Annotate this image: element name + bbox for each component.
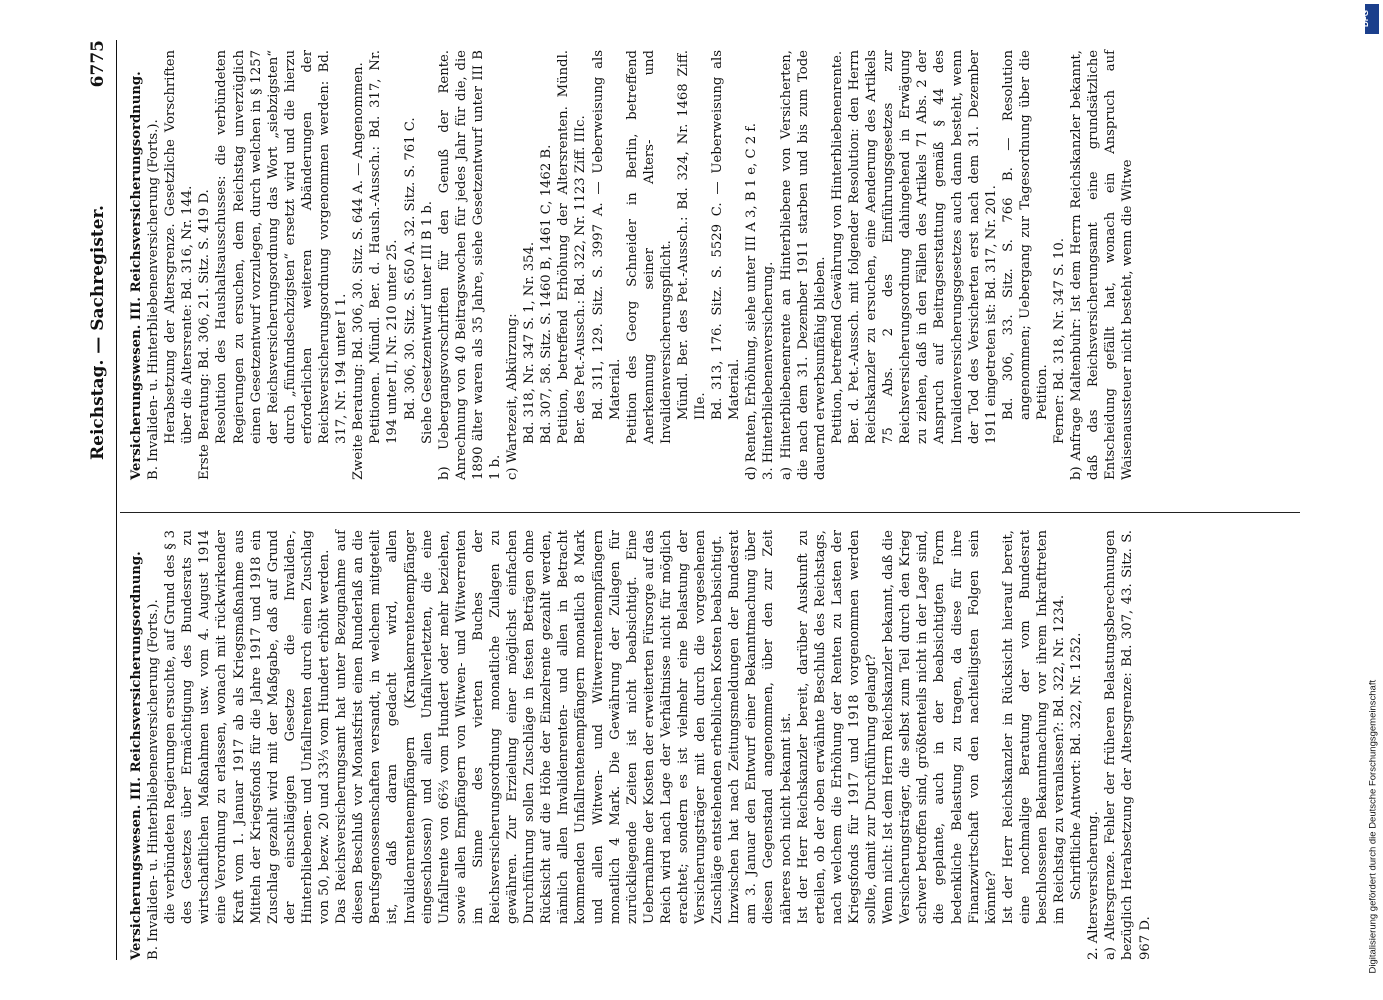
register-entry: B. Invaliden- u. Hinterbliebenenversicherung (Forts.). xyxy=(146,119,162,480)
register-entry: Ist der Herr Reichskanzler bereit, darüber Auskunft zu erteilen, ob der oben erwähnte Beschluß des Reichstags, nach welchem die Erhöhung der Renten zu Lasten der Kriegsfonds für 1917 und 1918 vorgenommen werden sollte, damit zur Durchführung gelangt? xyxy=(795,530,880,924)
register-entry: Ist der Herr Reichskanzler in Rücksicht hierauf bereit, eine nochmalige Beratung der vom Bundesrat beschlossenen Bekanntmachung vor ihrem Inkrafttreten im Reichstag zu veranlassen?: Bd. 322, Nr. 1234. xyxy=(1000,530,1068,924)
register-entry: Bd. 311, 129. Sitz. S. 3997 A. — Ueberweisung als Material. xyxy=(590,50,623,420)
register-entry: 3. Hinterbliebenenversicherung. xyxy=(761,261,777,480)
right-column xyxy=(128,50,1137,480)
register-entry: 2. Altersversicherung. xyxy=(1086,811,1102,960)
page-header xyxy=(80,40,117,960)
rotated-page xyxy=(40,0,1330,1000)
register-entry: b) Anfrage Maltenbuhr: Ist dem Herrn Reichskanzler bekannt, daß das Reichsversicherungsamt eine grundsätzliche Entscheidung gefällt hat, wonach ein Anspruch auf Waisenaussteuer nicht besteht, wenn die Witwe xyxy=(1069,50,1136,480)
register-entry: a) Altersgrenze. Fehler der früheren Belastungsberechnungen bezüglich Herabsetzung der Altersgrenze: Bd. 307, 43. Sitz. S. 967 D. xyxy=(1103,530,1153,960)
register-entry: Mündl. Ber. des Pet.-Aussch.: Bd. 324, Nr. 1468 Ziff. IIIe. xyxy=(676,50,709,420)
register-entry: Bd. 318, Nr. 347 S. 1, Nr. 354. xyxy=(522,241,538,444)
column-divider xyxy=(120,512,1300,513)
register-entry: d) Renten, Erhöhung, siehe unter III A 3, B 1 e, C 2 f. xyxy=(744,123,760,480)
register-entry: die verbündeten Regierungen ersuchte, auf Grund des § 3 des Gesetzes über Ermächtigung des Bundesrats zu wirtschaftlichen Maßnahmen usw. vom 4. August 1914 eine Verordnung zu erlassen, wonach mit rückwirkender Kraft vom 1. Januar 1917 ab als Kriegsmaßnahme aus Mitteln der Kriegsfonds für die Jahre 1917 und 1918 ein Zuschlag gezahlt wird mit der Maßgabe, daß auf Grund der einschlägigen Gesetze die Invaliden-, Hinterbliebenen- und Unfallrenten durch einen Zuschlag von 50, bezw. 20 und 33⅓ vom Hundert erhöht werden. xyxy=(163,530,333,924)
register-entry: Petition des Georg Schneider in Berlin, betreffend Anerkennung seiner Alters- und Invalidenversicherungspflicht. xyxy=(624,50,674,444)
digitization-note-text: Digitalisierung gefördert durch die Deutsche Forschungsgemeinschaft xyxy=(1367,679,1379,974)
register-entry: Petition, betreffend Erhöhung der Altersrenten. Mündl. Ber. des Pet.-Aussch.: Bd. 322, Nr. 1123 Ziff. IIIc. xyxy=(556,50,589,444)
register-entry: Siehe Gesetzentwurf unter III B 1 b. xyxy=(419,201,435,444)
register-entry: Ber. d. Pet.-Aussch. mit folgender Resolution: den Herrn Reichskanzler zu ersuchen, eine Aenderung des Artikels 75 Abs. 2 des Einführungsgesetzes zur Reichsversicherungsordnung dahingehend in Erwägung zu ziehen, daß in den Fällen des Artikels 71 Abs. 2 der Anspruch auf Beitragserstattung gemäß § 44 des Invalidenversicherungsgesetzes auch dann besteht, wenn der Tod des Versicherten erst nach dem 31. Dezember 1911 eingetreten ist: Bd. 317, Nr. 201. xyxy=(846,50,999,444)
register-entry: Versicherungswesen. III. Reichsversicherungsordnung. xyxy=(129,551,144,960)
register-entry: Versicherungswesen. III. Reichsversicherungsordnung. xyxy=(129,71,144,480)
register-entry: Bd. 313, 176. Sitz. S. 5529 C. — Ueberweisung als Material. xyxy=(710,50,743,420)
digitization-note xyxy=(1363,18,1377,982)
register-entry: Das Reichsversicherungsamt hat unter Bezugnahme auf diesen Beschluß vor Monatsfrist einen Runderlaß an die Berufsgenossenschaften versandt, in welchem mitgeteilt ist, daß daran gedacht wird, allen Invalidenrentenempfängern (Krankenrentenempfänger eingeschlossen) und allen Unfallverletzten, die eine Unfallrente von 66⅔ vom Hundert oder mehr beziehen, sowie allen Empfängern von Witwen- und Witwerrenten im Sinne des vierten Buches der Reichsversicherungsordnung monatliche Zulagen zu gewähren. Zur Erzielung einer möglichst einfachen Durchführung sollen Zuschläge in festen Beträgen ohne Rücksicht auf die Höhe der Einzelrente gezahlt werden, nämlich allen Invalidenrenten- und allen in Betracht kommenden Unfallrentenempfängern monatlich 8 Mark und allen Witwen- und Witwerrentenempfängern monatlich 4 Mark. Die Gewährung der Zulagen für zurückliegende Zeiten ist nicht beabsichtigt. Eine Uebernahme der Kosten der erweiterten Fürsorge auf das Reich wird nach Lage der Verhältnisse nicht für möglich erachtet; sondern es ist vielmehr eine Belastung der Versicherungsträger mit den durch die vorgesehenen Zuschläge entstehenden erheblichen Kosten beabsichtigt. xyxy=(334,530,726,924)
register-entry: Herabsetzung der Altersgrenze. Gesetzliche Vorschriften über die Altersrente: Bd. 316, Nr. 144. xyxy=(163,50,196,444)
running-head: Reichstag. — Sachregister. xyxy=(88,205,108,460)
register-entry: c) Wartezeit, Abkürzung: xyxy=(505,313,521,480)
left-column xyxy=(128,530,1154,960)
register-entry: Bd. 306, 30. Sitz. S. 650 A. 32. Sitz. S. 761 C. xyxy=(402,117,418,420)
page-number: 6775 xyxy=(88,40,108,88)
register-entry: Zweite Beratung: Bd. 306, 30. Sitz. S. 644 A. — Angenommen. xyxy=(351,62,367,480)
register-entry: Resolution des Haushaltsausschusses: die verbündeten Regierungen zu ersuchen, dem Reichstag unverzüglich einen Gesetzentwurf vorzulegen, durch welchen in § 1257 der Reichsversicherungsordnung das Wort „siebzigsten“ durch „fünfundsechzigsten“ ersetzt wird und die hierzu erforderlichen weiteren Abänderungen der Reichsversicherungsordnung vorgenommen werden: Bd. 317, Nr. 194 unter I 1. xyxy=(214,50,350,444)
register-entry: a) Hinterbliebenenrente an Hinterbliebene von Versicherten, die nach dem 31. Dezember 1911 starben und bis zum Tode dauernd erwerbsunfähig blieben. xyxy=(778,50,828,480)
register-entry: Erste Beratung: Bd. 306, 21. Sitz. S. 419 D. xyxy=(197,189,213,480)
register-entry: Bd. 307, 58. Sitz. S. 1460 B, 1461 C, 1462 B. xyxy=(539,144,555,444)
dfg-logo-text: DFG xyxy=(1360,10,1370,27)
register-entry: Petition, betreffend Gewährung von Hinterbliebenenrente. xyxy=(829,50,845,444)
register-entry: Ferner: Bd. 318, Nr. 347 S. 10. xyxy=(1052,238,1068,444)
register-entry: Bd. 306, 33. Sitz. S. 766 B. — Resolution angenommen; Uebergang zur Tagesordnung über die Petition. xyxy=(1000,50,1050,420)
register-entry: Wenn nicht: Ist dem Herrn Reichskanzler bekannt, daß die Versicherungsträger, die selbst zum Teil durch den Krieg schwer betroffen sind, größtenteils nicht in der Lage sind, die geplante, auch in der beabsichtigten Form bedenkliche Belastung zu tragen, da diese für ihre Finanzwirtschaft von den nachteiligsten Folgen sein könnte? xyxy=(881,530,999,924)
register-entry: Petitionen. Mündl. Ber. d. Haush.-Aussch.: Bd. 317, Nr. 194 unter II, Nr. 210 unter 25. xyxy=(368,50,401,444)
register-entry: B. Invaliden- u. Hinterbliebenenversicherung (Forts.). xyxy=(146,599,162,960)
dfg-logo xyxy=(1360,4,1379,34)
register-entry: Inzwischen hat nach Zeitungsmeldungen der Bundesrat am 3. Januar den Entwurf einer Bekanntmachung über diesen Gegenstand angenommen, über den zur Zeit näheres noch nicht bekannt ist. xyxy=(727,530,794,924)
register-entry: b) Uebergangsvorschriften für den Genuß der Rente. Anrechnung von 40 Beitragswochen für jedes Jahr für die, die 1890 älter waren als 35 Jahre, siehe Gesetzentwurf unter III B 1 b. xyxy=(436,50,503,480)
register-entry: Schriftliche Antwort: Bd. 322, Nr. 1252. xyxy=(1069,632,1085,900)
